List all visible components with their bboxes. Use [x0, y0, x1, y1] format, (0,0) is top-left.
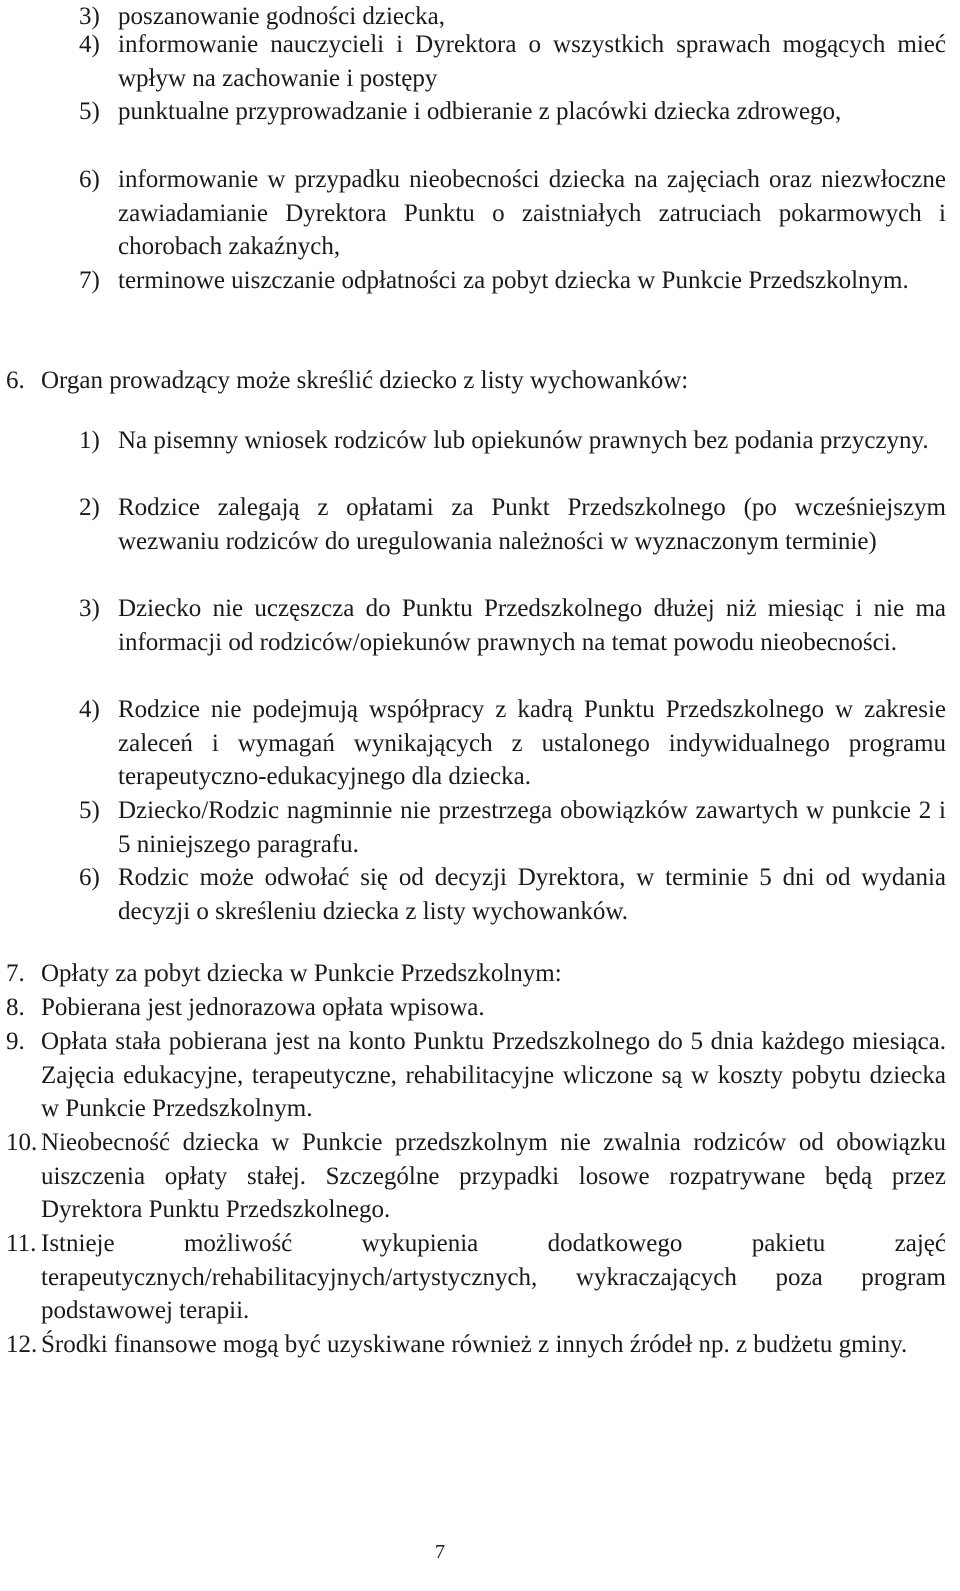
list-item-number: 3)	[79, 3, 100, 30]
list-item	[79, 424, 946, 458]
list-item-text: Dziecko nie uczęszcza do Punktu Przedszkolnego dłużej niż miesiąc i nie ma informacji od rodziców/opiekunów prawnych na temat powodu nieobecności.	[118, 595, 946, 656]
list-item-text: Opłata stała pobierana jest na konto Punktu Przedszkolnego do 5 dnia każdego miesiąca. Zajęcia edukacyjne, terapeutyczne, rehabilitacyjne wliczone są w koszty pobytu dziecka w Punkcie Przedszkolnym.	[41, 1028, 946, 1122]
list-item	[79, 861, 946, 928]
list-item-text: Rodzice zalegają z opłatami za Punkt Przedszkolnego (po wcześniejszym wezwaniu rodziców do uregulowania należności w wyznaczonym terminie)	[118, 494, 946, 555]
section-text: Organ prowadzący może skreślić dziecko z listy wychowanków:	[41, 367, 689, 394]
list-item	[79, 28, 946, 95]
list-item-text: Istnieje możliwość wykupienia dodatkowego pakietu zajęć terapeutycznych/rehabilitacyjnych/artystycznych, wykraczających poza program podstawowej terapii.	[41, 1230, 946, 1324]
list-item	[79, 794, 946, 861]
list-item-text: poszanowanie godności dziecka,	[118, 3, 445, 30]
list-item-number: 2)	[79, 494, 100, 521]
list-item	[6, 957, 946, 991]
list-item-text: Rodzic może odwołać się od decyzji Dyrektora, w terminie 5 dni od wydania decyzji o skreśleniu dziecka z listy wychowanków.	[118, 864, 946, 925]
list-item-text: Rodzice nie podejmują współpracy z kadrą Punktu Przedszkolnego w zakresie zaleceń i wymagań wynikających z ustalonego indywidualnego programu terapeutyczno-edukacyjnego dla dziecka.	[118, 696, 946, 790]
section-number: 6.	[6, 367, 25, 394]
list-item-text: Nieobecność dziecka w Punkcie przedszkolnym nie zwalnia rodziców od obowiązku uiszczenia opłaty stałej. Szczególne przypadki losowe rozpatrywane będą przez Dyrektora Punktu Przedszkolnego.	[41, 1129, 946, 1223]
list-item-text: Na pisemny wniosek rodziców lub opiekunów prawnych bez podania przyczyny.	[118, 427, 929, 454]
list-item	[6, 991, 946, 1025]
list-item	[79, 491, 946, 558]
section-heading	[6, 364, 946, 398]
list-item	[6, 1227, 946, 1328]
list-item-number: 7)	[79, 267, 100, 294]
list-item	[79, 693, 946, 794]
list-item-text: informowanie w przypadku nieobecności dziecka na zajęciach oraz niezwłoczne zawiadamianie Dyrektora Punktu o zaistniałych zatruciach pokarmowych i chorobach zakaźnych,	[118, 166, 946, 260]
list-item	[79, 592, 946, 659]
list-item-number: 10.	[6, 1129, 38, 1156]
list-item-number: 12.	[6, 1331, 38, 1358]
list-item	[6, 1126, 946, 1227]
list-item-number: 1)	[79, 427, 100, 454]
list-item	[6, 1025, 946, 1126]
list-item-text: Pobierana jest jednorazowa opłata wpisowa.	[41, 994, 485, 1021]
list-item-number: 11.	[6, 1230, 37, 1257]
list-item-number: 6)	[79, 864, 100, 891]
list-item	[79, 264, 946, 298]
list-item-text: Środki finansowe mogą być uzyskiwane również z innych źródeł np. z budżetu gminy.	[41, 1331, 908, 1358]
list-item	[6, 1328, 946, 1362]
list-item-number: 4)	[79, 31, 100, 58]
list-item-number: 7.	[6, 960, 25, 987]
list-item-text: Dziecko/Rodzic nagminnie nie przestrzega obowiązków zawartych w punkcie 2 i 5 niniejszego paragrafu.	[118, 797, 946, 858]
list-item-number: 4)	[79, 696, 100, 723]
list-item	[79, 163, 946, 264]
list-item-text: informowanie nauczycieli i Dyrektora o wszystkich sprawach mogących mieć wpływ na zachowanie i postępy	[118, 31, 946, 92]
page-number: 7	[435, 1541, 445, 1563]
list-item-number: 5)	[79, 797, 100, 824]
list-item	[79, 95, 946, 129]
list-item-text: Opłaty za pobyt dziecka w Punkcie Przedszkolnym:	[41, 960, 562, 987]
list-item-text: terminowe uiszczanie odpłatności za pobyt dziecka w Punkcie Przedszkolnym.	[118, 267, 909, 294]
list-item-text: punktualne przyprowadzanie i odbieranie z placówki dziecka zdrowego,	[118, 98, 842, 125]
list-item-number: 9.	[6, 1028, 25, 1055]
list-item-number: 5)	[79, 98, 100, 125]
list-item-number: 8.	[6, 994, 25, 1021]
list-item-number: 6)	[79, 166, 100, 193]
list-item-number: 3)	[79, 595, 100, 622]
